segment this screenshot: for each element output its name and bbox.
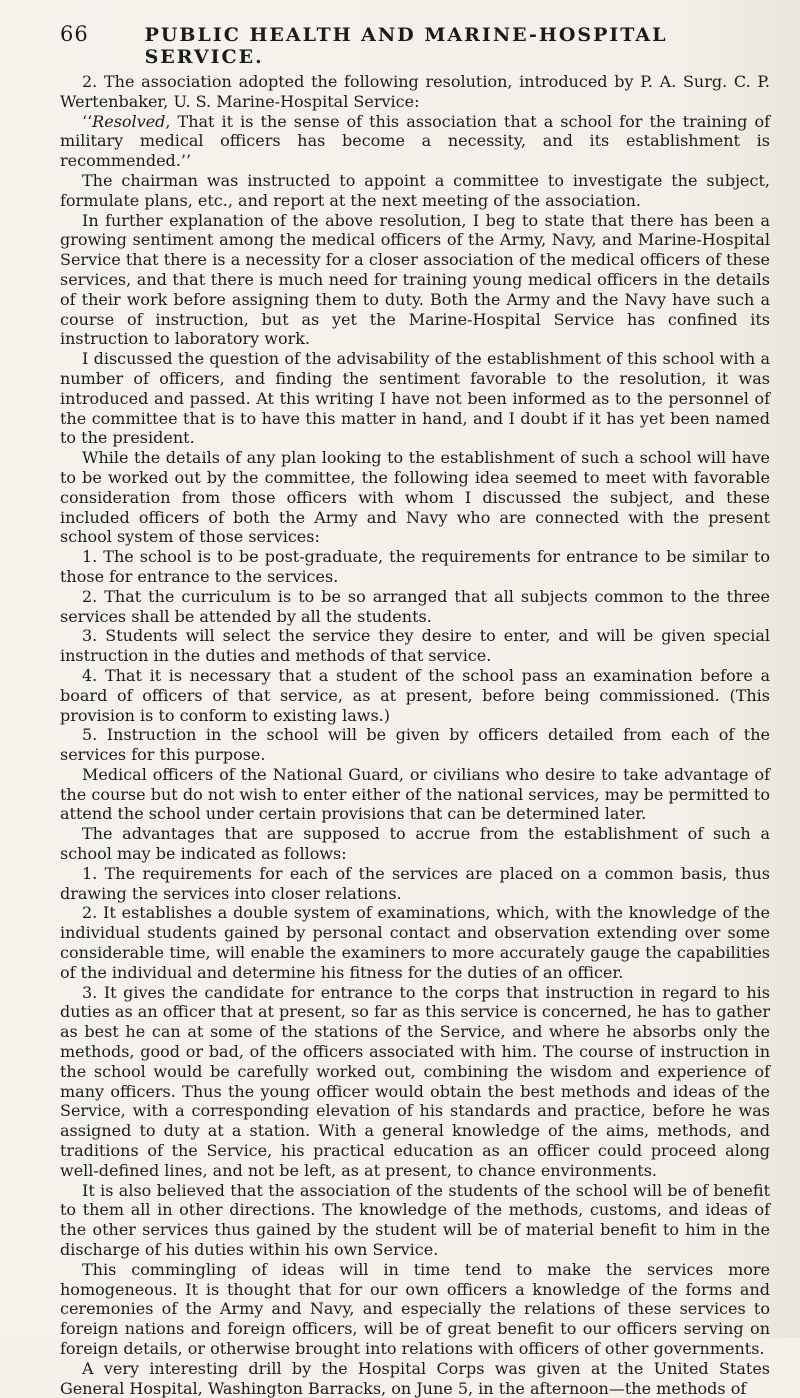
list-item-plan-4: 4. That it is necessary that a student of the school pass an examination before a board of officers of that service, as at present, before being commissioned. (This provision is to conform to existing laws.) <box>60 665 770 725</box>
paragraph-discussion: I discussed the question of the advisability of the establishment of this school with a number of officers, and finding the sentiment favorable to the resolution, it was introduced and passed. At this writing I have not been informed as to the personnel of the committee that is to have this matter in hand, and I doubt if it has yet been named to the president. <box>60 349 770 448</box>
body-text <box>60 72 770 1398</box>
paragraph-national-guard: Medical officers of the National Guard, or civilians who desire to take advantage of the course but do not wish to enter either of the national services, may be permitted to attend the school under certain provisions that can be determined later. <box>60 764 770 824</box>
list-item-advantage-3: 3. It gives the candidate for entrance to the corps that instruction in regard to his duties as an officer that at present, so far as this service is concerned, he has to gather as best he can at some of the stations of the Service, and where he absorbs only the methods, good or bad, of the officers associated with him. The course of instruction in the school would be carefully worked out, combining the wisdom and experience of many officers. Thus the young officer would obtain the best methods and ideas of the Service, with a corresponding elevation of his standards and practice, before he was assigned to duty at a station. With a general knowledge of the aims, methods, and traditions of the Service, his practical education as an officer could proceed along well-defined lines, and not be left, as at present, to chance environments. <box>60 982 770 1180</box>
paragraph-drill: A very interesting drill by the Hospital Corps was given at the United States General Hospital, Washington Barracks, on June 5, in the afternoon—the methods of <box>60 1358 770 1398</box>
paragraph-plan-details: While the details of any plan looking to the establishment of such a school will have to be worked out by the committee, the following idea seemed to meet with favorable consideration from those officers with whom I discussed the subject, and these included officers of both the Army and Navy who are connected with the present school system of those services: <box>60 448 770 547</box>
paragraph-resolution-quote <box>60 112 770 171</box>
paragraph-explanation: In further explanation of the above resolution, I beg to state that there has been a growing sentiment among the medical officers of the Army, Navy, and Marine-Hospital Service that there is a necessity for a closer association of the medical officers of these services, and that there is much need for training young medical officers in the details of their work before assigning them to duty. Both the Army and the Navy have such a course of instruction, but as yet the Marine-Hospital Service has confined its instruction to laboratory work. <box>60 210 770 349</box>
list-item-plan-5: 5. Instruction in the school will be given by officers detailed from each of the services for this purpose. <box>60 725 770 765</box>
paragraph-committee: The chairman was instructed to appoint a committee to investigate the subject, formulate plans, etc., and report at the next meeting of the association. <box>60 170 770 210</box>
quote-open: ‘‘ <box>82 111 93 131</box>
page-number: 66 <box>60 22 89 46</box>
paragraph-advantages-intro: The advantages that are supposed to accrue from the establishment of such a school may be indicated as follows: <box>60 824 770 864</box>
page-header <box>60 22 770 68</box>
resolved-word: Resolved <box>92 111 166 131</box>
paragraph-commingling: This commingling of ideas will in time tend to make the services more homogeneous. It is thought that for our own officers a knowledge of the forms and ceremonies of the Army and Navy, and especially the relations of these services to foreign nations and foreign officers, will be of great benefit to our officers serving on foreign details, or otherwise brought into relations with officers of other governments. <box>60 1259 770 1358</box>
list-item-advantage-2: 2. It establishes a double system of examinations, which, with the knowledge of the individual students gained by personal contact and observation extending over some considerable time, will enable the examiners to more accurately gauge the capabilities of the individual and determine his fitness for the duties of an officer. <box>60 903 770 982</box>
list-item-advantage-1: 1. The requirements for each of the services are placed on a common basis, thus drawing the services into closer relations. <box>60 863 770 903</box>
resolution-text: , That it is the sense of this association that a school for the training of military medical officers has become a necessity, and its establishment is recommended.’’ <box>60 111 770 171</box>
paragraph-association-benefit: It is also believed that the association of the students of the school will be of benefit to them all in other directions. The knowledge of the methods, customs, and ideas of the other services thus gained by the student will be of material benefit to him in the discharge of his duties within his own Service. <box>60 1180 770 1260</box>
paragraph-resolution-intro: 2. The association adopted the following resolution, introduced by P. A. Surg. C. P. Wertenbaker, U. S. Marine-Hospital Service: <box>60 72 770 111</box>
running-head: PUBLIC HEALTH AND MARINE-HOSPITAL SERVICE. <box>144 24 668 68</box>
list-item-plan-2: 2. That the curriculum is to be so arranged that all subjects common to the three services shall be attended by all the students. <box>60 586 770 626</box>
list-item-plan-3: 3. Students will select the service they desire to enter, and will be given special instruction in the duties and methods of that service. <box>60 626 770 666</box>
list-item-plan-1: 1. The school is to be post-graduate, the requirements for entrance to be similar to those for entrance to the services. <box>60 547 770 586</box>
